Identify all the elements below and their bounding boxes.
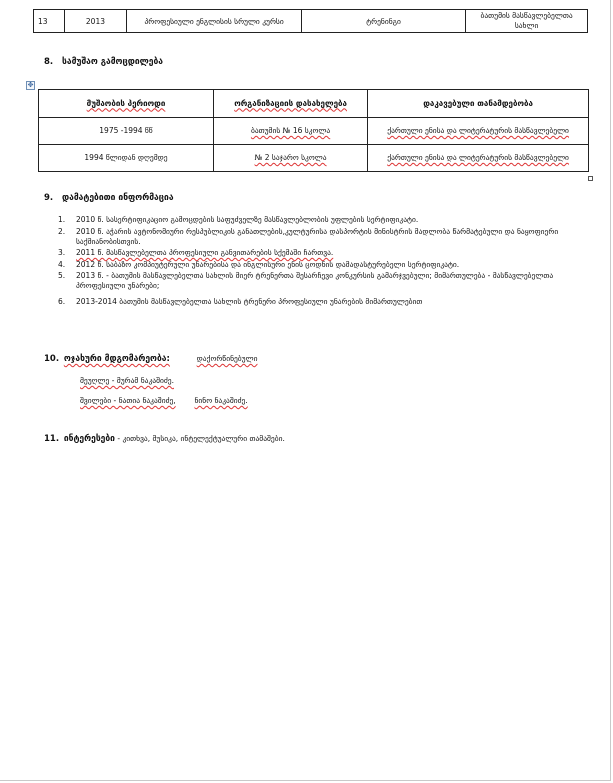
- table-row: [34, 10, 588, 33]
- cell-organization: № 2 საჯარო სკოლა: [254, 153, 327, 162]
- header-position: დაკავებული თანამდებობა: [368, 90, 589, 118]
- children-line-2: ნინო ნაკაშიძე.: [194, 396, 248, 405]
- header-organization: ორგანიზაციის დასახელება: [234, 98, 347, 108]
- cell-period: 1994 წლიდან დღემდე: [39, 145, 214, 172]
- table-row: [39, 118, 589, 145]
- row-year: 2013: [64, 10, 126, 33]
- row-course: პროფესიული ენგლისის სრული კურსი: [127, 10, 302, 33]
- family-status-value: დაქორწინებული: [196, 354, 258, 363]
- section-8-title: სამუშაო გამოცდილება: [62, 57, 163, 67]
- table-row: [39, 145, 589, 172]
- section-8-heading: 8. სამუშაო გამოცდილება: [44, 57, 163, 67]
- interests-text: - კითხვა, მუსიკა, ინტელექტუალური თამაშები.: [114, 434, 285, 443]
- list-item: 5. 2013 წ. - ბათუმის მასწავლებელთა სახლის მიერ ტრენერთა შესარჩევი კონკურსის გამარჯვებული; მიმართულება - მასწავლებელთა პროფესიული უნარები;: [58, 271, 554, 290]
- list-item: 1. 2010 წ. სასერტიფიკაციო გამოცდების საფუძველზე მასწავლებლობის უფლების სერტიფიკატი.: [58, 215, 419, 224]
- list-item: 4. 2012 წ. საბაზო კომპიუტერული უნარებისა და ინგლისური ენის ცოდნის დამადასტურებელი სერტიფიკატი.: [58, 259, 460, 269]
- spouse-line: მეუღლე - მურამ ნაკაშიძე.: [80, 376, 174, 385]
- table-move-handle-icon[interactable]: ✥: [27, 81, 34, 89]
- section-9-title: დამატებითი ინფორმაცია: [62, 193, 174, 203]
- children-line: შვილები - ნათია ნაკაშიძე,: [80, 396, 176, 405]
- table-resize-handle[interactable]: [588, 176, 593, 181]
- work-experience-table: [38, 89, 589, 172]
- list-item: 2. 2010 წ. აჭარის ავტონომიური რესპუბლიკის განათლების,კულტურისა დასპორტის მინისტრის მადლობა წარმატებული და ნაყოფიერი საქმიანობისთვის.: [58, 226, 559, 246]
- additional-info-list: [58, 215, 598, 309]
- family-status-label: ოჯახური მდგომარეობა:: [63, 354, 170, 364]
- list-item: 6. 2013-2014 ბათუმის მასწავლებელთა სახლის ტრენერი პროფესიული უნარების მიმართულებით: [58, 297, 423, 306]
- section-11-heading: 11. ინტერესები - კითხვა, მუსიკა, ინტელექტუალური თამაშები.: [44, 434, 285, 444]
- section-10-heading: 10. ოჯახური მდგომარეობა: დაქორწინებული: [44, 354, 258, 364]
- row-number: 13: [34, 10, 65, 33]
- section-9-heading: 9. დამატებითი ინფორმაცია: [44, 193, 174, 203]
- training-table: [33, 9, 588, 33]
- table-header-row: [39, 90, 589, 118]
- list-item: 3. 2011 წ. მასწავლებელთა პროფესიული განვითარების სქემაში ჩართვა.: [58, 248, 334, 257]
- row-type: ტრენინგი: [301, 10, 465, 33]
- header-period: მუშაობის პერიოდი: [86, 98, 166, 108]
- cell-period: 1975 -1994 წწ: [39, 118, 214, 145]
- cell-position: ქართული ენისა და ლიტერატურის მასწავლებელი: [387, 126, 569, 135]
- cell-organization: ბათუმის № 16 სკოლა: [250, 126, 331, 135]
- cell-position: ქართული ენისა და ლიტერატურის მასწავლებელი: [387, 153, 569, 162]
- row-place: ბათუმის მასწავლებელთა სახლი: [466, 10, 588, 33]
- interests-title: ინტერესები: [63, 434, 115, 444]
